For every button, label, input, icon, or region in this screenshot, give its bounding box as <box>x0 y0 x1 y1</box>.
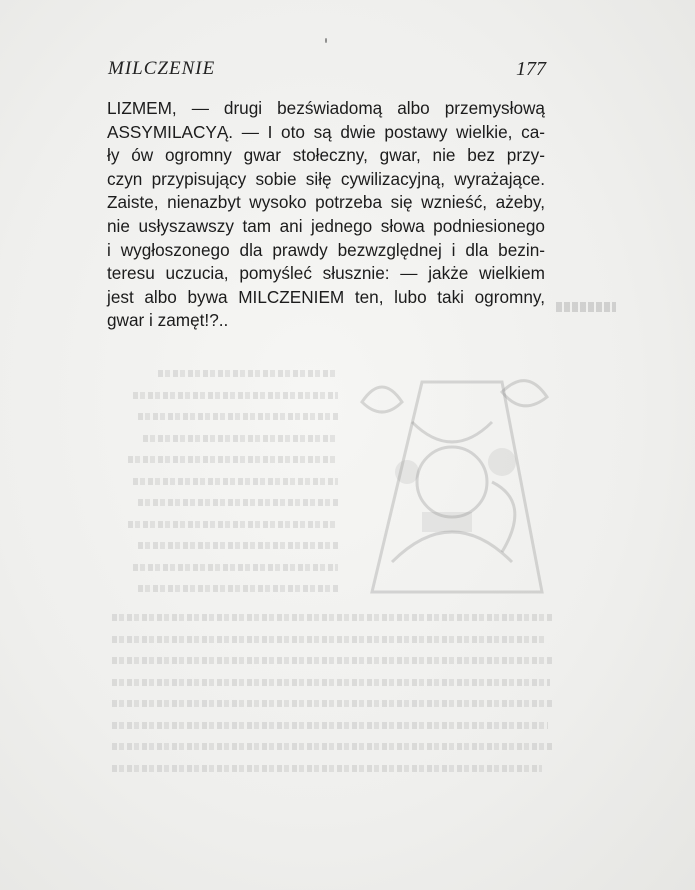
text-line: Zaiste, nienazbyt wysoko potrzeba się wznieść, ażeby, <box>107 192 545 213</box>
text-line: nie usłyszawszy tam ani jednego słowa podniesionego <box>107 215 545 236</box>
paper-speck <box>325 38 327 43</box>
text-line: teresu uczucia, pomyśleć słusznie: — jakże wielkiem <box>107 263 545 284</box>
page-number: 177 <box>516 58 546 80</box>
text-line: jest albo bywa MILCZENIEM ten, lubo taki ogromny, <box>107 286 545 307</box>
text-line: gwar i zamęt!?.. <box>107 310 229 331</box>
text-line: czyn przypisujący sobie siłę cywilizacyjną, wyrażające. <box>107 168 545 189</box>
text-line: LIZMEM, — drugi bezświadomą albo przemysłową <box>107 98 545 118</box>
text-line: ły ów ogromny gwar stołeczny, gwar, nie bez przy- <box>107 145 545 166</box>
running-title: MILCZENIE <box>108 58 216 79</box>
body-paragraph <box>107 97 545 333</box>
text-line: i wygłoszonego dla prawdy bezwzględnej i dla bezin- <box>107 239 545 260</box>
text-line: ASSYMILACYĄ. — I oto są dwie postawy wielkie, ca- <box>107 121 545 142</box>
